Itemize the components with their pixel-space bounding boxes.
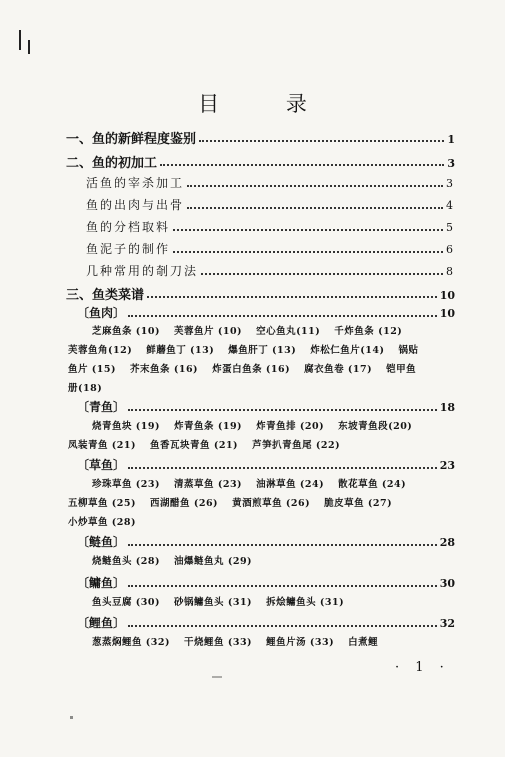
dish-entry[interactable]: 油爆鲢鱼丸 (29) <box>174 556 253 567</box>
leader-dots <box>128 314 437 317</box>
dish-entry[interactable]: 铠甲鱼 <box>386 364 417 375</box>
toc-entry[interactable] <box>66 128 455 147</box>
toc-label: 〔鱼肉〕 <box>77 306 126 320</box>
toc-page: 8 <box>446 265 455 278</box>
leader-dots <box>173 228 443 231</box>
toc-entry[interactable] <box>86 196 455 213</box>
dish-row <box>92 594 358 608</box>
toc-page: 32 <box>439 617 455 630</box>
dish-entry[interactable]: 炸蛋白鱼条 (16) <box>212 364 291 375</box>
toc-label: 〔草鱼〕 <box>77 458 126 472</box>
toc-page: 23 <box>439 459 455 472</box>
toc-label: 活鱼的宰杀加工 <box>86 176 185 190</box>
toc-entry[interactable] <box>77 304 455 321</box>
dish-row <box>68 437 354 451</box>
dish-entry[interactable]: 白煮鲤 <box>348 637 379 648</box>
toc-entry[interactable] <box>77 456 455 473</box>
dish-entry[interactable]: 油淋草鱼 (24) <box>256 479 325 490</box>
dish-entry[interactable]: 芙蓉鱼角(12) <box>68 345 133 356</box>
dish-row <box>92 634 392 648</box>
dish-entry[interactable]: 空心鱼丸(11) <box>256 326 321 337</box>
toc-label: 鱼的出肉与出骨 <box>86 198 185 212</box>
dish-entry[interactable]: 芙蓉鱼片 (10) <box>174 326 243 337</box>
dish-entry[interactable]: 脆皮草鱼 (27) <box>324 498 393 509</box>
dish-row <box>92 323 416 337</box>
dish-row <box>92 418 426 432</box>
toc-label: 一、鱼的新鲜程度鉴别 <box>66 132 197 147</box>
dish-row <box>92 553 266 567</box>
dish-entry[interactable]: 芝麻鱼条 (10) <box>92 326 161 337</box>
leader-dots <box>187 206 443 209</box>
dish-entry[interactable]: 鱼片 (15) <box>68 364 117 375</box>
toc-entry[interactable] <box>86 174 455 191</box>
dish-row <box>68 361 430 375</box>
leader-dots <box>201 272 443 275</box>
dish-entry[interactable]: 清蒸草鱼 (23) <box>174 479 243 490</box>
dish-entry[interactable]: 凤装青鱼 (21) <box>68 440 137 451</box>
dish-entry[interactable]: 炸松仁鱼片(14) <box>310 345 385 356</box>
dish-entry[interactable]: 芦笋扒青鱼尾 (22) <box>252 440 341 451</box>
leader-dots <box>128 624 437 627</box>
toc-label: 鱼泥子的制作 <box>86 242 171 256</box>
leader-dots <box>128 543 437 546</box>
leader-dots <box>199 139 444 142</box>
toc-page: 3 <box>447 157 455 170</box>
leader-dots <box>128 466 437 469</box>
toc-entry[interactable] <box>77 574 455 591</box>
dish-row <box>92 476 420 490</box>
dish-entry[interactable]: 烧鲢鱼头 (28) <box>92 556 161 567</box>
toc-entry[interactable] <box>66 152 455 171</box>
edge-mark-side <box>28 40 30 54</box>
toc-entry[interactable] <box>86 240 455 257</box>
leader-dots <box>128 408 437 411</box>
dish-entry[interactable]: 鱼头豆腐 (30) <box>92 597 161 608</box>
dish-entry[interactable]: 爆鱼肝丁 (13) <box>228 345 297 356</box>
toc-label: 〔青鱼〕 <box>77 400 126 414</box>
toc-page: 30 <box>439 577 455 590</box>
toc-page: 4 <box>446 199 455 212</box>
dish-entry[interactable]: 鲜蘑鱼丁 (13) <box>146 345 215 356</box>
leader-dots <box>173 250 443 253</box>
dish-entry[interactable]: 册(18) <box>68 383 103 394</box>
toc-page: 18 <box>439 401 455 414</box>
leader-dots <box>128 584 437 587</box>
toc-entry[interactable] <box>77 398 455 415</box>
toc-label: 三、鱼类菜谱 <box>66 288 145 303</box>
toc-page: 5 <box>446 221 455 234</box>
toc-label: 〔鳙鱼〕 <box>77 576 126 590</box>
dish-entry[interactable]: 五柳草鱼 (25) <box>68 498 137 509</box>
toc-page: 3 <box>446 177 455 190</box>
dish-entry[interactable]: 干烧鲤鱼 (33) <box>184 637 253 648</box>
dish-entry[interactable]: 葱蒸焖鲤鱼 (32) <box>92 637 171 648</box>
dish-entry[interactable]: 拆烩鳙鱼头 (31) <box>266 597 345 608</box>
dish-entry[interactable]: 黄酒煎草鱼 (26) <box>232 498 311 509</box>
leader-dots <box>160 163 444 166</box>
dish-entry[interactable]: 千炸鱼条 (12) <box>334 326 403 337</box>
dish-entry[interactable]: 烧青鱼块 (19) <box>92 421 161 432</box>
toc-entry[interactable] <box>86 262 455 279</box>
toc-label: 几种常用的剞刀法 <box>86 264 199 278</box>
toc-page: 10 <box>439 307 455 320</box>
toc-label: 〔鲤鱼〕 <box>77 616 126 630</box>
dish-entry[interactable]: 炸青鱼排 (20) <box>256 421 325 432</box>
toc-page: 1 <box>447 133 455 146</box>
dish-entry[interactable]: 芥末鱼条 (16) <box>130 364 199 375</box>
dish-entry[interactable]: 锅贴 <box>398 345 419 356</box>
dish-row <box>68 380 116 394</box>
toc-label: 鱼的分档取料 <box>86 220 171 234</box>
toc-page: 10 <box>439 289 455 302</box>
leader-dots <box>147 295 437 298</box>
print-speck <box>212 676 222 678</box>
dish-entry[interactable]: 砂锅鳙鱼头 (31) <box>174 597 253 608</box>
leader-dots <box>187 184 443 187</box>
dish-row <box>68 514 150 528</box>
page-number: · 1 · <box>395 660 450 675</box>
dish-row <box>68 495 406 509</box>
dish-entry[interactable]: 小炒草鱼 (28) <box>68 517 137 528</box>
dish-entry[interactable]: 东坡青鱼段(20) <box>338 421 413 432</box>
toc-entry[interactable] <box>77 614 455 631</box>
toc-page: 28 <box>439 536 455 549</box>
dish-entry[interactable]: 鲤鱼片汤 (33) <box>266 637 335 648</box>
dish-entry[interactable]: 西湖醋鱼 (26) <box>150 498 219 509</box>
toc-entry[interactable] <box>77 533 455 550</box>
edge-mark-top <box>19 30 21 50</box>
page-title: 目 录 <box>198 92 337 116</box>
dish-entry[interactable]: 珍珠草鱼 (23) <box>92 479 161 490</box>
dish-entry[interactable]: 鱼香瓦块青鱼 (21) <box>150 440 239 451</box>
toc-label: 〔鲢鱼〕 <box>77 535 126 549</box>
toc-entry[interactable] <box>66 284 455 303</box>
toc-label: 二、鱼的初加工 <box>66 156 158 171</box>
dish-entry[interactable]: 炸青鱼条 (19) <box>174 421 243 432</box>
print-speck <box>70 716 73 719</box>
toc-entry[interactable] <box>86 218 455 235</box>
toc-page: 6 <box>446 243 455 256</box>
dish-entry[interactable]: 散花草鱼 (24) <box>338 479 407 490</box>
dish-entry[interactable]: 腐衣鱼卷 (17) <box>304 364 373 375</box>
dish-row <box>68 342 433 356</box>
